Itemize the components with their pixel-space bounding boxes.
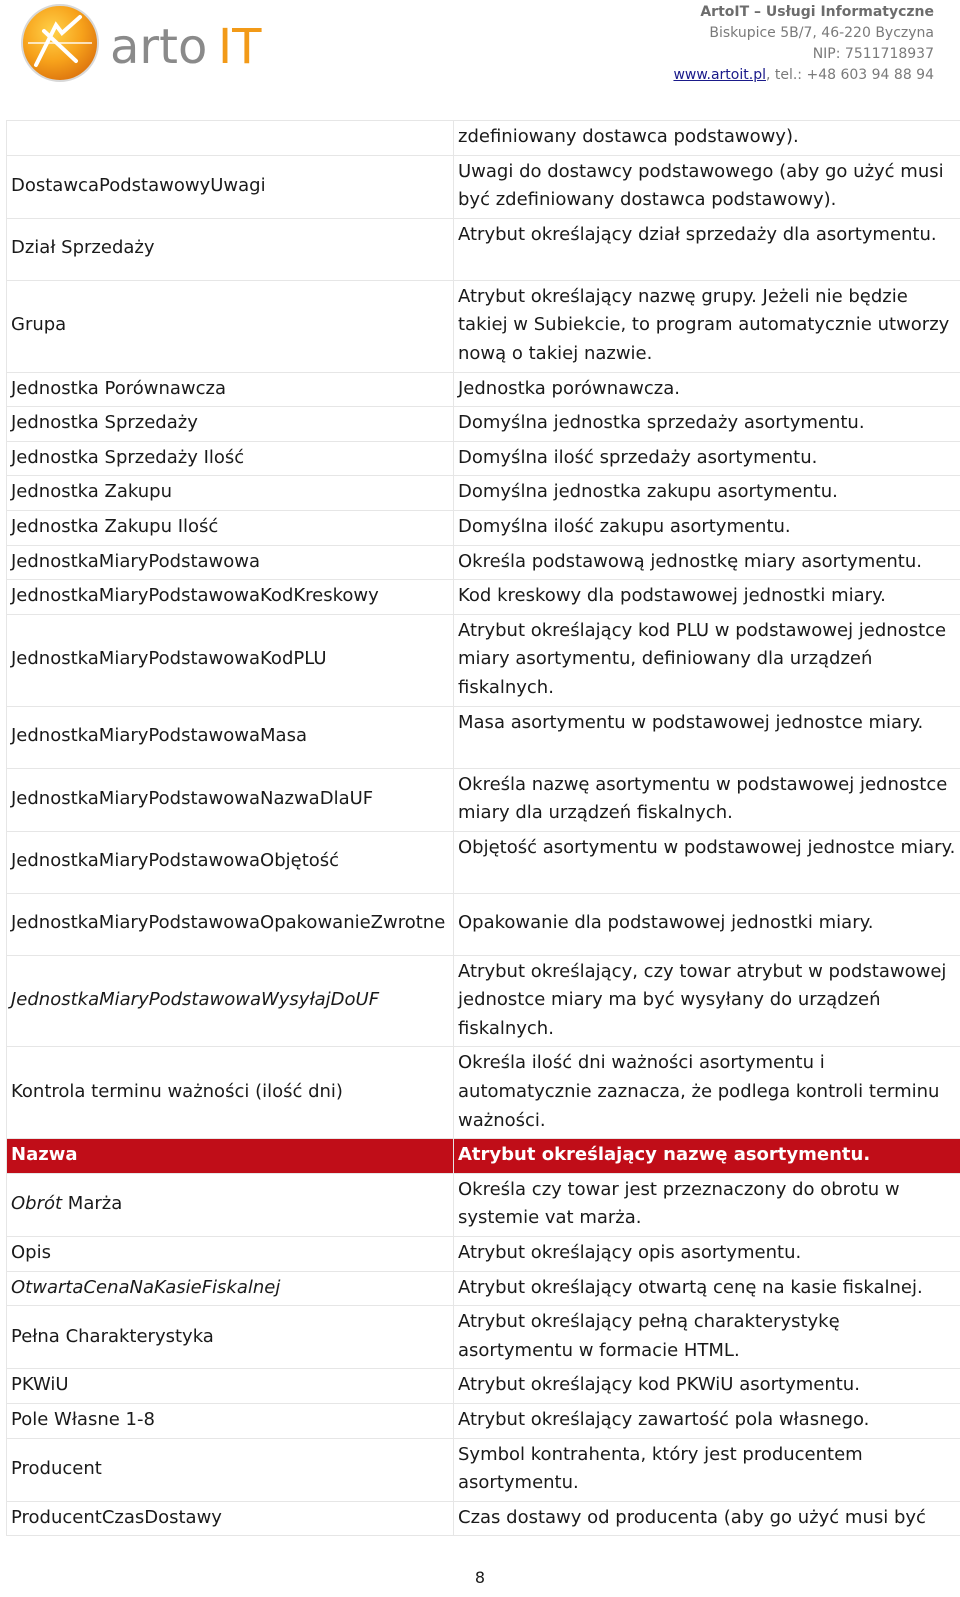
attribute-name: Jednostka Sprzedaży Ilość (7, 441, 454, 476)
attribute-name: JednostkaMiaryPodstawowaMasa (7, 706, 454, 768)
attribute-description: Określa ilość dni ważności asortymentu i automatycznie zaznacza, że podlega kontroli terminu ważności. (454, 1047, 960, 1139)
attribute-name: Pole Własne 1-8 (7, 1404, 454, 1439)
logo-text-arto: arto (110, 19, 208, 75)
table-row (7, 1047, 960, 1139)
table-row (7, 831, 960, 893)
attribute-description: Domyślna jednostka sprzedaży asortymentu. (454, 407, 960, 442)
attribute-name: Producent (7, 1438, 454, 1501)
table-row (7, 955, 960, 1047)
attribute-description: Kod kreskowy dla podstawowej jednostki miary. (454, 580, 960, 615)
artoit-logo (18, 3, 308, 85)
table-row (7, 372, 960, 407)
attribute-name: OtwartaCenaNaKasieFiskalnej (7, 1271, 454, 1306)
attribute-name: Pełna Charakterystyka (7, 1306, 454, 1369)
attribute-name-italic: Obrót (11, 1193, 63, 1215)
attribute-name: Jednostka Sprzedaży (7, 407, 454, 442)
attribute-name: Nazwa (7, 1139, 454, 1174)
table-row (7, 1501, 960, 1536)
attribute-description: Domyślna ilość zakupu asortymentu. (454, 510, 960, 545)
table-row (7, 545, 960, 580)
attribute-name: JednostkaMiaryPodstawowaKodPLU (7, 614, 454, 706)
table-row (7, 1271, 960, 1306)
page-number: 8 (474, 1568, 486, 1587)
table-row (7, 768, 960, 831)
attribute-name: Dział Sprzedaży (7, 218, 454, 280)
table-row (7, 121, 960, 156)
attribute-name-rest: Marża (62, 1193, 123, 1215)
attribute-description: Atrybut określający opis asortymentu. (454, 1237, 960, 1272)
attribute-name: Kontrola terminu ważności (ilość dni) (7, 1047, 454, 1139)
table-row (7, 510, 960, 545)
website-link[interactable]: www.artoit.pl (673, 67, 766, 83)
attribute-description: Atrybut określający kod PKWiU asortymentu. (454, 1369, 960, 1404)
attribute-name: ProducentCzasDostawy (7, 1501, 454, 1536)
attribute-name: JednostkaMiaryPodstawowa (7, 545, 454, 580)
table-row-highlighted (7, 1139, 960, 1174)
attribute-description: Opakowanie dla podstawowej jednostki miary. (454, 893, 960, 955)
attributes-table (6, 120, 960, 1536)
table-row (7, 155, 960, 218)
attribute-description: Objętość asortymentu w podstawowej jednostce miary. (454, 831, 960, 893)
company-contact (673, 65, 934, 86)
company-phone: , tel.: +48 603 94 88 94 (765, 67, 934, 83)
table-row (7, 706, 960, 768)
attribute-description: Określa nazwę asortymentu w podstawowej jednostce miary dla urządzeń fiskalnych. (454, 768, 960, 831)
attribute-description: Atrybut określający zawartość pola własnego. (454, 1404, 960, 1439)
attribute-description: Uwagi do dostawcy podstawowego (aby go użyć musi być zdefiniowany dostawca podstawowy). (454, 155, 960, 218)
attribute-description: Atrybut określający dział sprzedaży dla asortymentu. (454, 218, 960, 280)
attribute-name: JednostkaMiaryPodstawowaWysyłajDoUF (7, 955, 454, 1047)
table-row (7, 1173, 960, 1236)
table-row (7, 1306, 960, 1369)
attribute-name (7, 121, 454, 156)
attribute-description: Domyślna jednostka zakupu asortymentu. (454, 476, 960, 511)
attribute-name: JednostkaMiaryPodstawowaKodKreskowy (7, 580, 454, 615)
attribute-description: Atrybut określający, czy towar atrybut w podstawowej jednostce miary ma być wysyłany do urządzeń fiskalnych. (454, 955, 960, 1047)
table-row (7, 1404, 960, 1439)
table-row (7, 218, 960, 280)
attribute-name: Jednostka Zakupu Ilość (7, 510, 454, 545)
attribute-name: Grupa (7, 280, 454, 372)
attribute-description: Atrybut określający pełną charakterystykę asortymentu w formacie HTML. (454, 1306, 960, 1369)
attribute-name: PKWiU (7, 1369, 454, 1404)
attribute-name: Jednostka Zakupu (7, 476, 454, 511)
attribute-description: Domyślna ilość sprzedaży asortymentu. (454, 441, 960, 476)
attribute-name: Jednostka Porównawcza (7, 372, 454, 407)
attribute-description: Masa asortymentu w podstawowej jednostce miary. (454, 706, 960, 768)
attribute-description: Określa czy towar jest przeznaczony do obrotu w systemie vat marża. (454, 1173, 960, 1236)
attribute-description: Atrybut określający nazwę asortymentu. (454, 1139, 960, 1174)
table-row (7, 614, 960, 706)
attribute-name: JednostkaMiaryPodstawowaOpakowanieZwrotne (7, 893, 454, 955)
attribute-description: Atrybut określający nazwę grupy. Jeżeli nie będzie takiej w Subiekcie, to program automatycznie utworzy nową o takiej nazwie. (454, 280, 960, 372)
attribute-name (7, 1173, 454, 1236)
attribute-name: JednostkaMiaryPodstawowaObjętość (7, 831, 454, 893)
logo-text-it: IT (218, 19, 262, 75)
attribute-description: Czas dostawy od producenta (aby go użyć musi być (454, 1501, 960, 1536)
table-row (7, 893, 960, 955)
attribute-description: Symbol kontrahenta, który jest producentem asortymentu. (454, 1438, 960, 1501)
attribute-description: Jednostka porównawcza. (454, 372, 960, 407)
attribute-description: Atrybut określający otwartą cenę na kasie fiskalnej. (454, 1271, 960, 1306)
table-row (7, 476, 960, 511)
table-row (7, 1438, 960, 1501)
attribute-name: DostawcaPodstawowyUwagi (7, 155, 454, 218)
company-name: ArtoIT – Usługi Informatyczne (700, 4, 934, 20)
table-row (7, 1237, 960, 1272)
page-header (0, 0, 960, 110)
company-address: Biskupice 5B/7, 46-220 Byczyna (709, 25, 934, 41)
company-nip: NIP: 7511718937 (812, 46, 934, 62)
attribute-name: Opis (7, 1237, 454, 1272)
attribute-description: Atrybut określający kod PLU w podstawowej jednostce miary asortymentu, definiowany dla urządzeń fiskalnych. (454, 614, 960, 706)
attribute-description: zdefiniowany dostawca podstawowy). (454, 121, 960, 156)
table-row (7, 407, 960, 442)
table-row (7, 280, 960, 372)
attribute-name: JednostkaMiaryPodstawowaNazwaDlaUF (7, 768, 454, 831)
table-row (7, 580, 960, 615)
table-row (7, 441, 960, 476)
company-info (673, 2, 934, 86)
attribute-description: Określa podstawową jednostkę miary asortymentu. (454, 545, 960, 580)
table-row (7, 1369, 960, 1404)
